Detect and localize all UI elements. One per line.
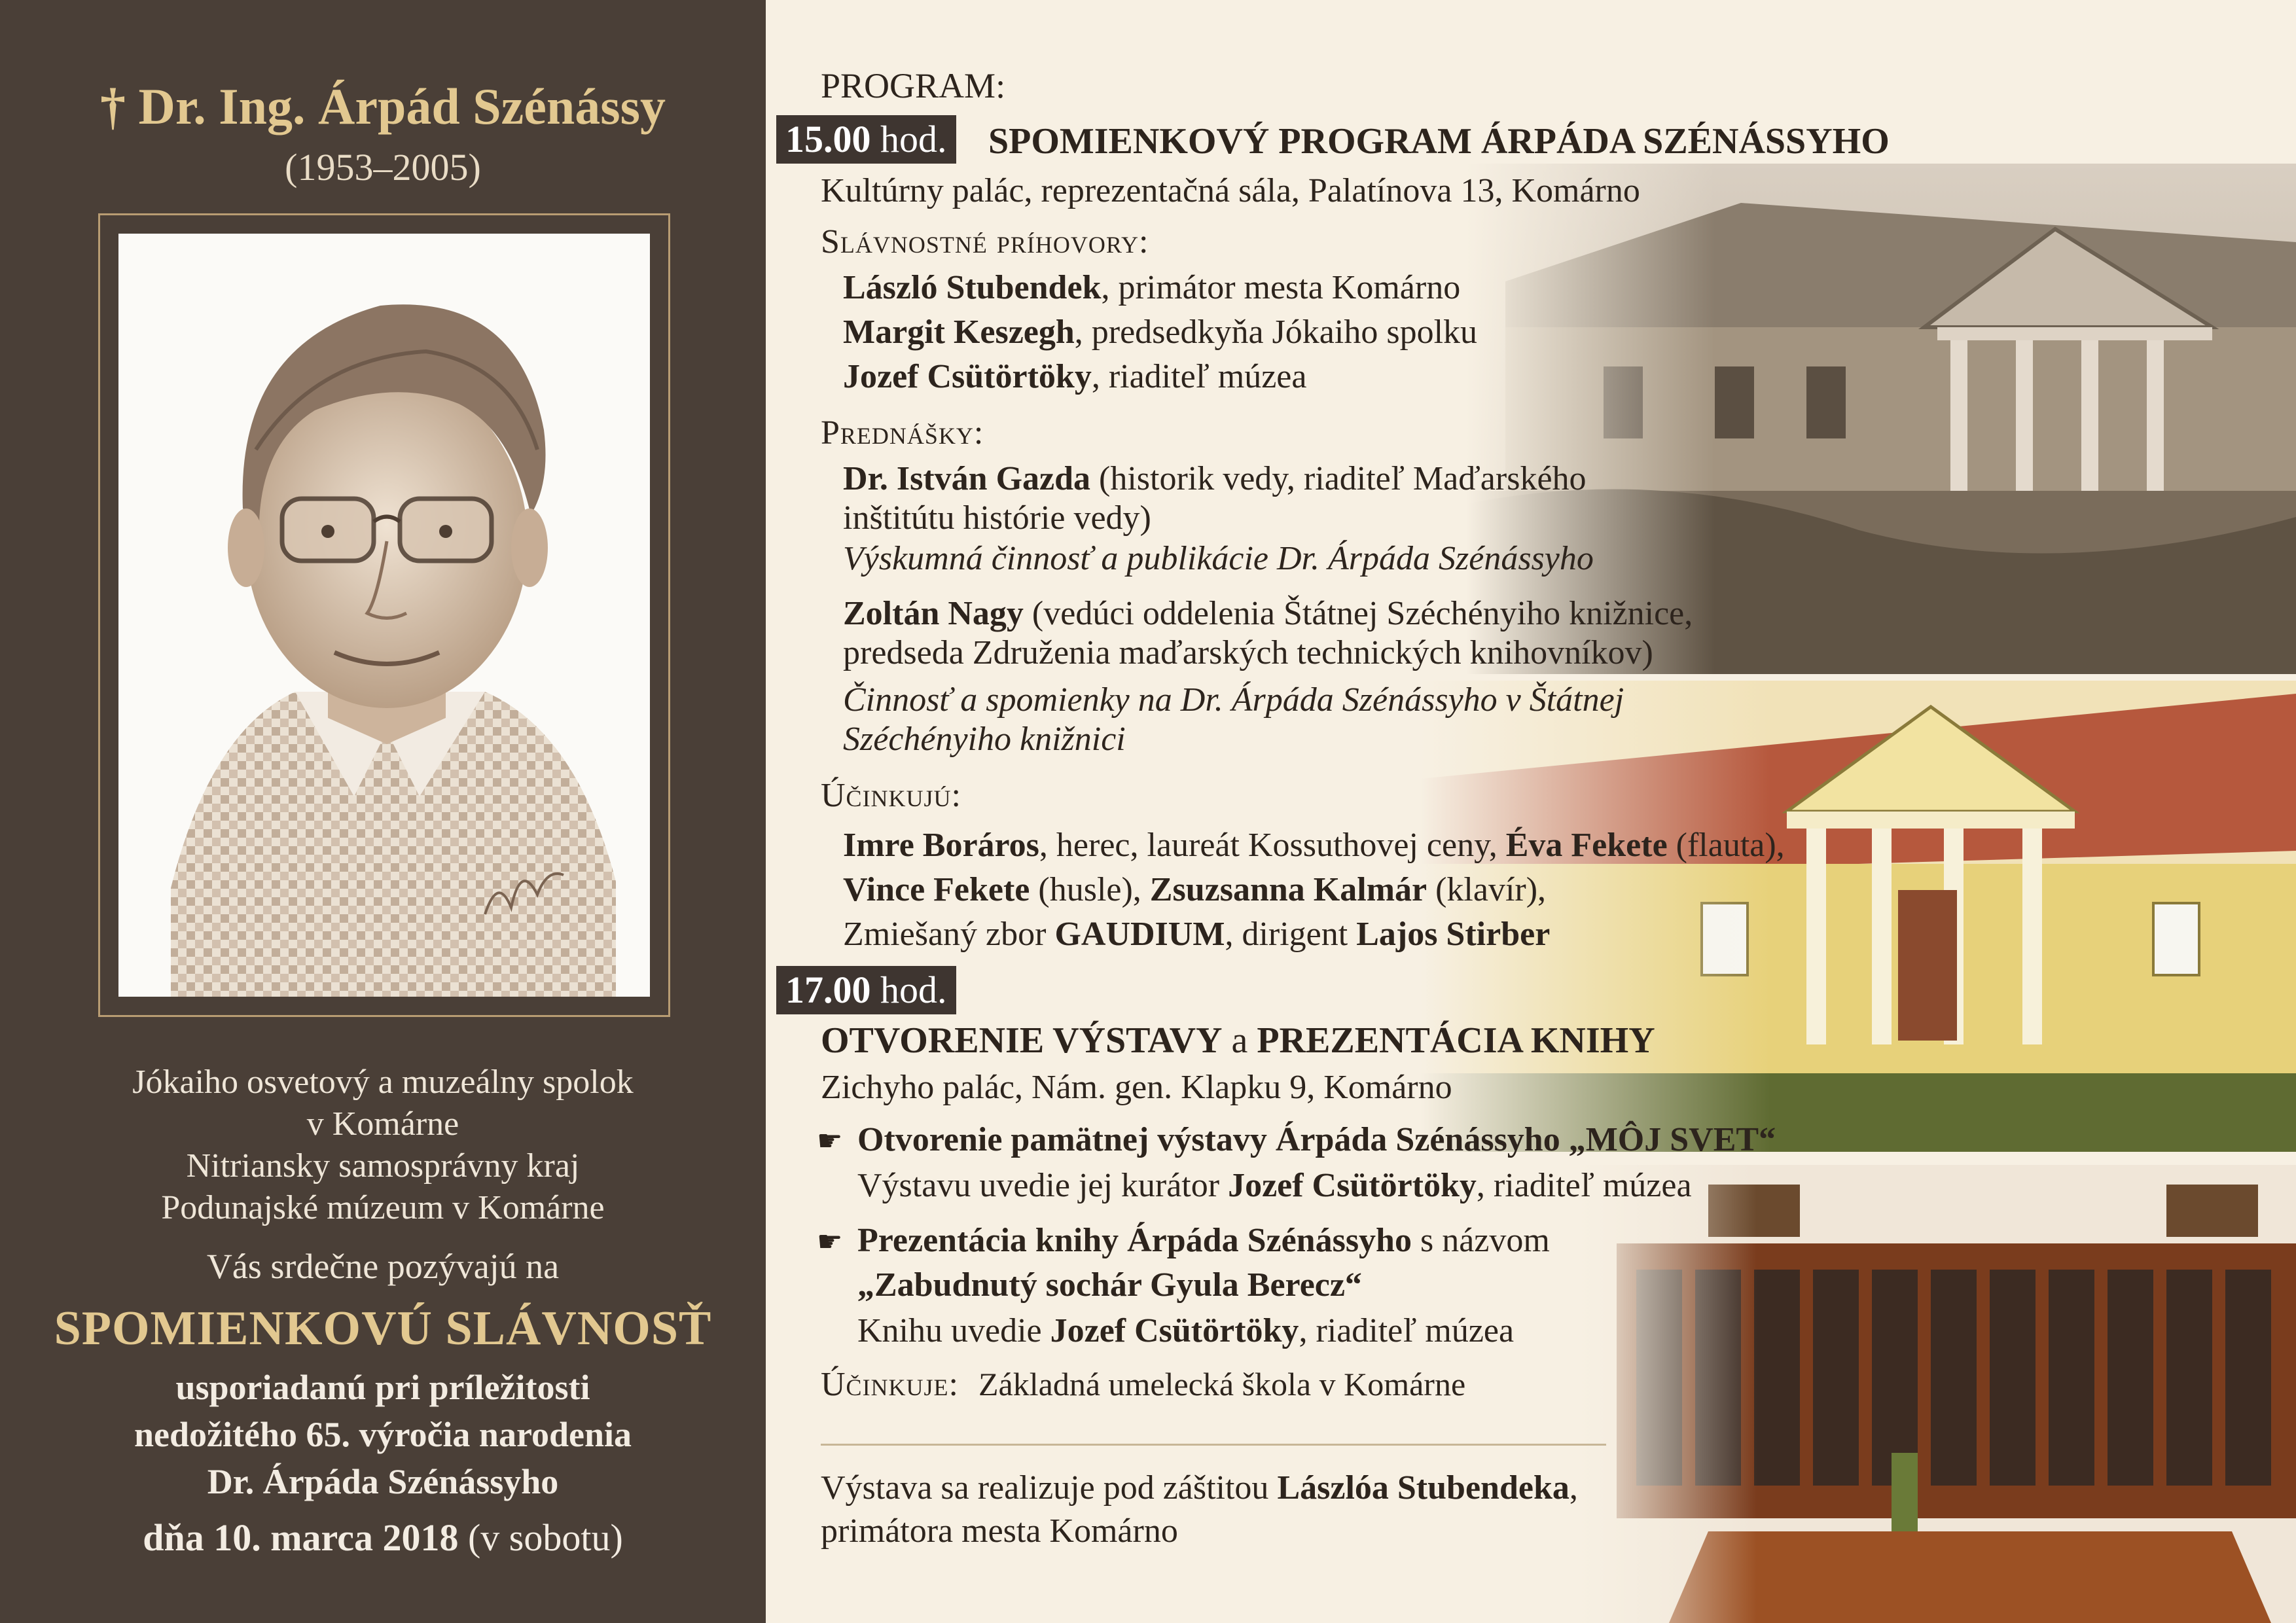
lecturer-name: Zoltán Nagy	[843, 595, 1024, 632]
performers-line	[843, 915, 1550, 954]
performer-role: , dirigent	[1225, 916, 1357, 953]
speaker-name: Margit Keszegh	[843, 313, 1075, 351]
lecturer-role-cont: inštitútu histórie vedy)	[843, 499, 1151, 537]
speaker-name: Jozef Csütörtöky	[843, 358, 1092, 395]
block2-title-part: PREZENTÁCIA KNIHY	[1257, 1020, 1655, 1061]
performer-name: Éva Fekete	[1505, 827, 1668, 864]
time-value: 15.00	[785, 118, 871, 160]
footer-patron: Lászlóa Stubendeka	[1277, 1469, 1570, 1507]
occasion-line: Dr. Árpáda Szénássyho	[207, 1462, 559, 1501]
performer-name: Vince Fekete	[843, 871, 1030, 908]
performs-value: Základná umelecká škola v Komárne	[978, 1366, 1466, 1402]
performer-role: , herec, laureát Kossuthovej ceny,	[1039, 827, 1506, 864]
speaker-role: , predsedkyňa Jókaiho spolku	[1074, 313, 1478, 351]
performer-role: (flauta),	[1667, 827, 1785, 864]
footer-line	[821, 1469, 1578, 1507]
left-panel	[0, 0, 766, 1623]
lecture2-topic-cont: Széchényiho knižnici	[843, 721, 1126, 758]
time-unit: hod.	[870, 969, 947, 1011]
item2-title-main: Prezentácia knihy Árpáda Szénássyho	[857, 1222, 1412, 1259]
performers-line	[843, 826, 1785, 865]
portrait-sketch-image	[118, 234, 650, 997]
footer-text: Výstava sa realizuje pod záštitou	[821, 1469, 1278, 1507]
organizer-line: Nitriansky samosprávny kraj	[186, 1147, 580, 1185]
speech-item	[843, 313, 1477, 351]
block2-performs	[821, 1365, 1465, 1404]
performer-name: GAUDIUM	[1054, 916, 1225, 953]
speaker-name: László Stubendek	[843, 269, 1102, 306]
lecture1-topic: Výskumná činnosť a publikácie Dr. Árpáda Szénássyho	[843, 540, 1594, 577]
block1-title: SPOMIENKOVÝ PROGRAM ÁRPÁDA SZÉNÁSSYHO	[988, 121, 1890, 162]
event-date	[0, 1516, 766, 1560]
block2-title	[821, 1020, 1655, 1061]
performers-line	[843, 870, 1546, 909]
pointing-hand-icon: ☛	[817, 1125, 843, 1157]
item1-title: Otvorenie pamätnej výstavy Árpáda Szénássyho „MÔJ SVET“	[857, 1121, 1776, 1158]
item1-detail-text: Výstavu uvedie jej kurátor	[857, 1167, 1229, 1204]
lecture1-speaker	[843, 459, 1587, 498]
item1-detail	[857, 1166, 1692, 1205]
organizer-line: Jókaiho osvetový a muzeálny spolok	[132, 1063, 634, 1101]
speaker-role: , primátor mesta Komárno	[1101, 269, 1461, 306]
book-title: „Zabudnutý sochár Gyula Berecz“	[857, 1266, 1362, 1304]
invitation-text: Vás srdečne pozývajú na	[206, 1247, 560, 1286]
event-date-day: (v sobotu)	[458, 1516, 623, 1559]
right-panel	[766, 0, 2296, 1623]
block2-title-conj: a	[1222, 1020, 1257, 1061]
performer-name: Lajos Stirber	[1356, 916, 1551, 953]
memorial-title: † Dr. Ing. Árpád Szénássy	[100, 78, 666, 135]
occasion-line: nedožitého 65. výročia narodenia	[134, 1415, 632, 1454]
time-unit: hod.	[870, 118, 947, 160]
occasion-text	[0, 1364, 766, 1505]
speech-item	[843, 357, 1306, 396]
portrait-drawing	[118, 234, 650, 997]
pointing-hand-icon: ☛	[817, 1226, 843, 1258]
performer-role: (klavír),	[1427, 871, 1547, 908]
lectures-label: Prednášky:	[821, 414, 984, 452]
lecturer-name: Dr. István Gazda	[843, 460, 1091, 497]
item1-person: Jozef Csütörtöky	[1228, 1167, 1477, 1204]
item2-detail	[857, 1311, 1514, 1350]
portrait-frame	[98, 213, 670, 1017]
lecture2-speaker	[843, 594, 1693, 633]
life-years: (1953–2005)	[285, 146, 481, 188]
item2-person: Jozef Csütörtöky	[1050, 1312, 1299, 1349]
lecturer-role: (historik vedy, riaditeľ Maďarského	[1090, 460, 1587, 497]
program-content	[766, 0, 2296, 1623]
time-badge-1700	[776, 966, 956, 1014]
time-value: 17.00	[785, 969, 871, 1011]
organizer-line: v Komárne	[306, 1105, 459, 1143]
performers-label: Účinkujú:	[821, 777, 962, 814]
speeches-label: Slávnostné príhovory:	[821, 223, 1149, 260]
item2-title	[857, 1221, 1550, 1260]
organizers	[0, 1061, 766, 1229]
performs-label: Účinkuje:	[821, 1366, 959, 1403]
lecturer-role-cont: predseda Združenia maďarských technických knihovníkov)	[843, 634, 1653, 671]
performer-role: Zmiešaný zbor	[843, 916, 1055, 953]
organizer-line: Podunajské múzeum v Komárne	[161, 1189, 605, 1226]
event-date-main: dňa 10. marca 2018	[143, 1516, 459, 1559]
performer-role: (husle),	[1030, 871, 1150, 908]
program-heading: PROGRAM:	[821, 66, 1006, 105]
item2-title-rest: s názvom	[1411, 1222, 1550, 1259]
footer-punct: ,	[1569, 1469, 1578, 1507]
item1-person-role: , riaditeľ múzea	[1476, 1167, 1692, 1204]
item2-detail-text: Knihu uvedie	[857, 1312, 1050, 1349]
speech-item	[843, 268, 1460, 307]
item2-person-role: , riaditeľ múzea	[1299, 1312, 1515, 1349]
block2-place: Zichyho palác, Nám. gen. Klapku 9, Komárno	[821, 1069, 1452, 1106]
divider-line	[821, 1444, 1606, 1446]
block1-place: Kultúrny palác, reprezentačná sála, Palatínova 13, Komárno	[821, 172, 1640, 209]
speaker-role: , riaditeľ múzea	[1091, 358, 1307, 395]
lecturer-role: (vedúci oddelenia Štátnej Széchényiho knižnice,	[1023, 595, 1693, 632]
block2-title-part: OTVORENIE VÝSTAVY	[821, 1020, 1223, 1061]
performer-name: Imre Boráros	[843, 827, 1039, 864]
event-name: SPOMIENKOVÚ SLÁVNOSŤ	[54, 1302, 712, 1355]
lecture2-topic: Činnosť a spomienky na Dr. Árpáda Szénássyho v Štátnej	[843, 681, 1624, 719]
footer-line-2: primátora mesta Komárno	[821, 1512, 1178, 1550]
time-badge-1500	[776, 115, 956, 164]
performer-name: Zsuzsanna Kalmár	[1149, 871, 1427, 908]
occasion-line: usporiadanú pri príležitosti	[175, 1368, 590, 1407]
